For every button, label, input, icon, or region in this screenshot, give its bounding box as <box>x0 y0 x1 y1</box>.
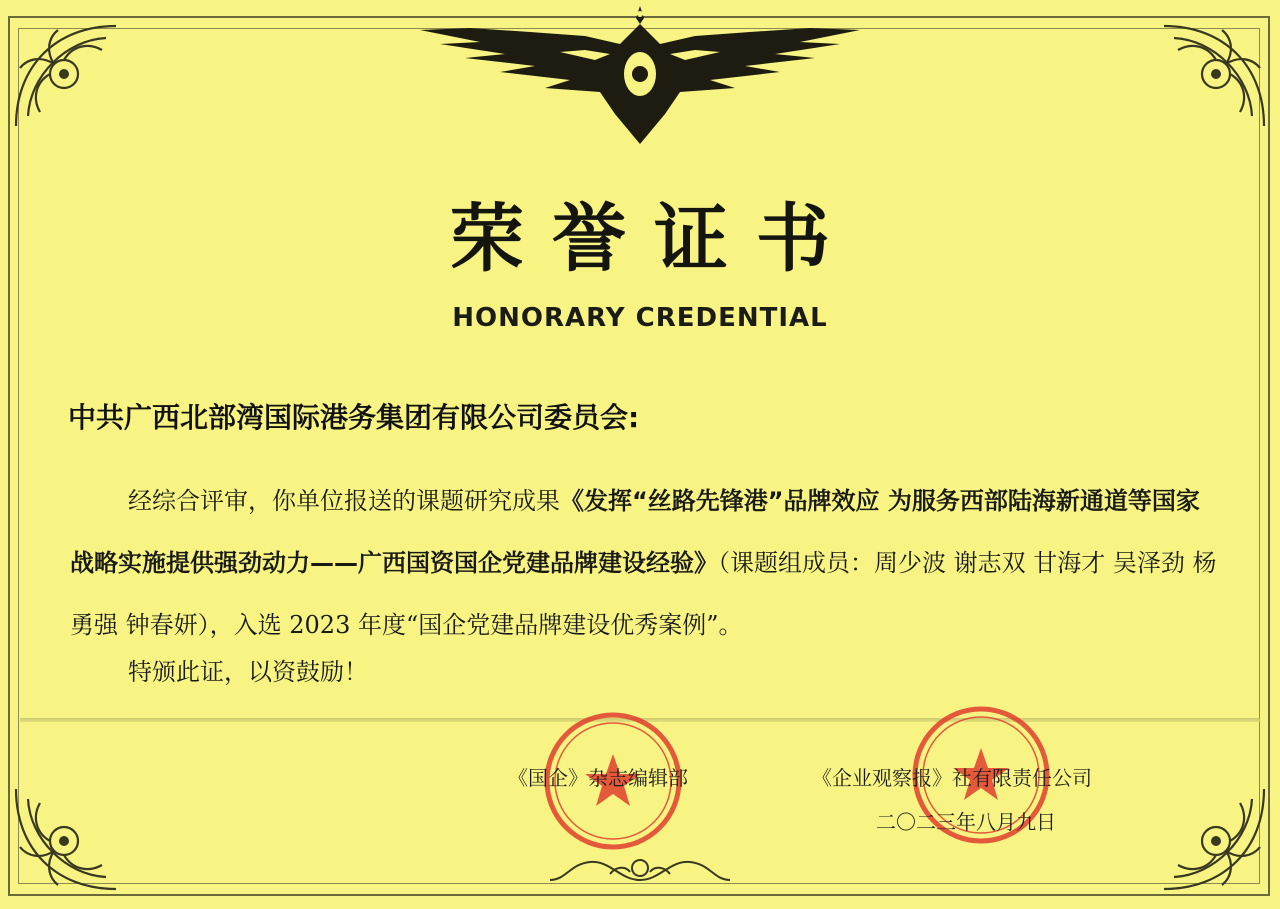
certificate-title: 荣誉证书 <box>450 196 858 282</box>
certificate-body <box>70 470 1220 656</box>
recipient-name: 中共广西北部湾国际港务集团有限公司委员会: <box>68 401 640 434</box>
bottom-ornament-icon <box>540 840 740 890</box>
winged-emblem-icon <box>410 4 870 154</box>
issue-date: 二〇二三年八月九日 <box>876 810 1056 834</box>
certificate-subtitle: HONORARY CREDENTIAL <box>452 303 828 333</box>
project-title: 《发挥“丝路先锋港”品牌效应 为服务西部陆海新通道等国家战略实施提供强劲动力——广西国资国企党建品牌建设经验》 <box>70 487 1200 577</box>
corner-ornament-bottom-left <box>6 779 126 899</box>
body-intro: 经综合评审，你单位报送的课题研究成果 <box>128 487 560 515</box>
closing-statement: 特颁此证，以资鼓励！ <box>128 658 368 686</box>
body-members-and-award: （课题组成员：周少波 谢志双 甘海才 吴泽劲 杨勇强 钟春妍），入选 2023 年度“国企党建品牌建设优秀案例”。 <box>70 549 1217 639</box>
issuer-2: 《企业观察报》社有限责任公司 <box>812 766 1092 790</box>
corner-ornament-top-right <box>1154 16 1274 136</box>
corner-ornament-top-left <box>6 16 126 136</box>
issuer-1: 《国企》杂志编辑部 <box>508 766 688 790</box>
corner-ornament-bottom-right <box>1154 779 1274 899</box>
